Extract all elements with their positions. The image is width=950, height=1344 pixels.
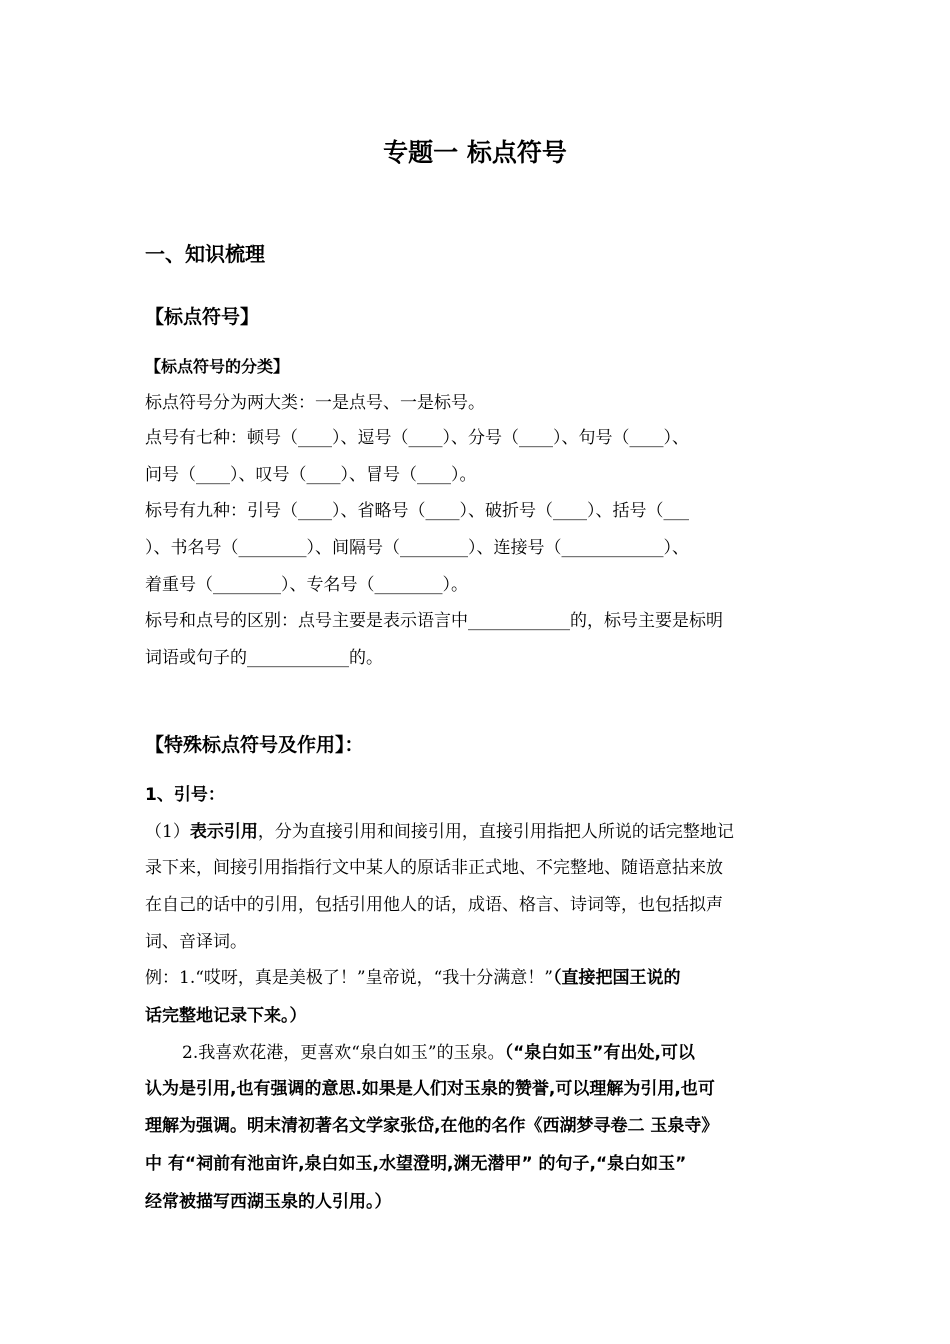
example-2-note: （“泉白如玉”有出处,可以 [504, 1043, 695, 1063]
paragraph-1-line-3: 在自己的话中的引用，包括引用他人的话，成语、格言、诗词等，也包括拟声 [145, 895, 723, 915]
example-1-text: 例：1.“哎呀，真是美极了！”皇帝说，“我十分满意！” [145, 968, 553, 988]
example-2-line-3: 理解为强调。明末清初著名文学家张岱,在他的名作《西湖梦寻卷二 玉泉寺》 [145, 1116, 719, 1136]
classification-line-3: 问号（____）、叹号（____）、冒号（____）。 [145, 465, 477, 485]
classification-line-6: 着重号（________）、专名号（________）。 [145, 575, 468, 595]
heading-punctuation: 【标点符号】 [145, 306, 260, 328]
paragraph-1-line-2: 录下来，间接引用指指行文中某人的原话非正式地、不完整地、随语意拈来放 [145, 858, 723, 878]
paragraph-1-lead: （1） [145, 822, 190, 842]
example-2-line-2: 认为是引用,也有强调的意思.如果是人们对玉泉的赞誉,可以理解为引用,也可 [145, 1079, 715, 1099]
example-2-line-5: 经常被描写西湖玉泉的人引用。） [145, 1192, 392, 1212]
item-1-heading: 1、引号： [145, 785, 225, 805]
example-2-text: 2.我喜欢花港，更喜欢“泉白如玉”的玉泉。 [182, 1043, 505, 1063]
classification-line-5: ）、书名号（________）、间隔号（________）、连接号（____________）、 [145, 538, 689, 558]
classification-line-7: 标号和点号的区别：点号主要是表示语言中____________的，标号主要是标明 [145, 611, 723, 631]
heading-classification: 【标点符号的分类】 [145, 357, 290, 376]
paragraph-1-line-1-rest: ，分为直接引用和间接引用，直接引用指把人所说的话完整地记 [257, 822, 734, 842]
classification-line-8: 词语或句子的____________的。 [145, 648, 383, 668]
paragraph-1-line-1 [145, 820, 734, 844]
page-title: 专题一 标点符号 [383, 138, 567, 167]
classification-line-2: 点号有七种：顿号（____）、逗号（____）、分号（____）、句号（____）、 [145, 428, 689, 448]
example-1-line-1 [145, 966, 680, 990]
section-heading-knowledge: 一、知识梳理 [145, 242, 265, 266]
example-2-line-1 [182, 1041, 695, 1065]
paragraph-1-lead-bold: 表示引用 [189, 822, 258, 842]
heading-special-punctuation: 【特殊标点符号及作用】： [145, 734, 364, 756]
example-1-note: （直接把国王说的 [552, 968, 681, 988]
paragraph-1-line-4: 词、音译词。 [145, 932, 247, 952]
classification-line-4: 标号有九种：引号（____）、省略号（____）、破折号（____）、括号（___ [145, 501, 689, 521]
example-1-line-2: 话完整地记录下来。） [145, 1006, 307, 1026]
example-2-line-4: 中 有“祠前有池亩许,泉白如玉,水望澄明,渊无潜甲” 的句子,“泉白如玉” [145, 1154, 687, 1174]
classification-line-1: 标点符号分为两大类：一是点号、一是标号。 [145, 393, 485, 413]
